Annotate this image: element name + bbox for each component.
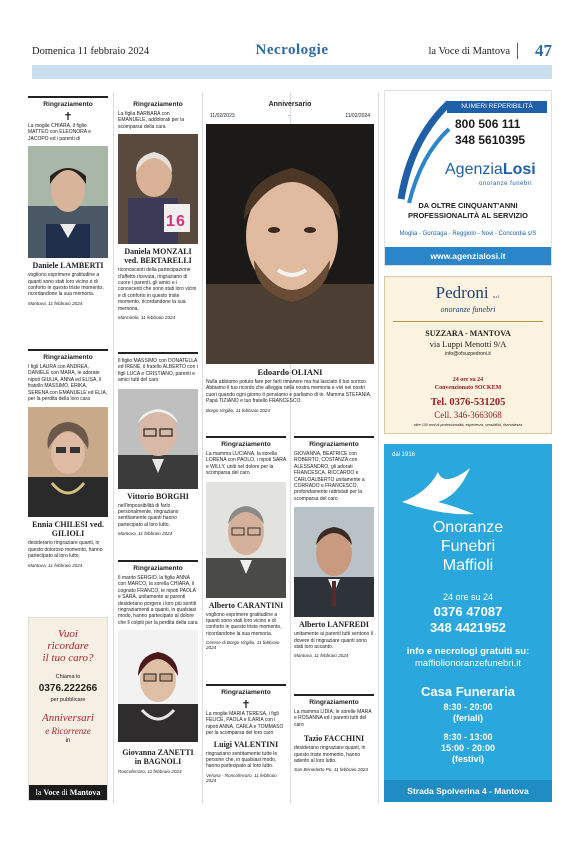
- maffioli-name-1: Onoranze: [432, 519, 504, 536]
- header-divider: [517, 43, 518, 59]
- notice-top-rule: [294, 436, 374, 438]
- cross-icon: ✝: [63, 111, 73, 123]
- notice-intro: La mamma LIDIA, le sorelle MARA e ROSANNA ed i parenti tutti del caro: [294, 709, 372, 728]
- pedroni-brand: Pedroni: [435, 283, 489, 302]
- losi-brand: [445, 161, 536, 179]
- deceased-name: Vittorio BORGHI: [127, 491, 189, 501]
- anniv-dates: [206, 111, 374, 121]
- losi-sub: onoranze funebri: [479, 181, 533, 187]
- notice-lanfredi: [294, 436, 374, 691]
- notice-text: riconoscenti della partecipazione d'affetto ricevuta, ringraziano di cuore i parenti, gli amici e i conoscenti che sono stati loro vicini e di conforto in questo triste momento, ricordandone la sua memoria.: [118, 267, 197, 312]
- pedroni-rule: [393, 321, 543, 322]
- notice-signature: Mantova, 11 febbraio 2024: [118, 531, 173, 537]
- page-header: [32, 40, 552, 62]
- newspaper-name: la Voce di Mantova: [428, 46, 510, 57]
- promo-phone: 0376.222266: [38, 683, 98, 694]
- deceased-name: Tazio FACCHINI: [303, 734, 365, 744]
- losi-towns: Moglia - Gonzaga - Reggiolo - Novi - Concordia s/S: [399, 231, 537, 237]
- maffioli-addr: Strada Spolverina 4 - Mantova: [384, 780, 552, 802]
- notice-chilesi: [28, 349, 108, 609]
- pedroni-sub: onoranze funebri: [440, 305, 496, 314]
- maffioli-casa: Casa Funeraria: [421, 684, 515, 699]
- brand-mantova: Mantova: [69, 788, 101, 797]
- promo-line: il tuo caro?: [42, 652, 94, 664]
- dove-icon: [398, 462, 478, 520]
- pedroni-foot: oltre 100 anni di professionalità, esperienza, sensibilità, riservatezza: [413, 423, 523, 427]
- anniv-date-from: 11/02/2023: [210, 113, 235, 119]
- notice-title: Ringraziamento: [221, 689, 271, 696]
- notice-title: Ringraziamento: [43, 101, 93, 108]
- notice-top-rule: [206, 436, 286, 438]
- notice-signature: Roncoferraro, 11 febbraio 2024: [118, 769, 182, 775]
- notice-intro: Il marito SERGIO, la figlia ANNA con MARCO, la sorella CHIARA, il cognato FRANCO, le nipoti PAOLA e SARA, unitamente ai parenti desiderano porgere i loro più sentiti ringraziamenti a quanti, in qualsiasi modo, hanno partecipato al dolore che li colpiti per la perdita della cara: [118, 575, 198, 626]
- portrait-photo: [206, 482, 286, 598]
- notice-intro: La mamma LUCIANA, la sorella LORENA con PAOLO, i nipoti SARA e WILLY, uniti nel dolore per la scomparsa del caro: [206, 451, 286, 477]
- losi-brand-agenzia: Agenzia: [445, 161, 503, 178]
- notice-intro: I figli LAURA con ANDREA, DANIELE con MARA, le adorate nipoti GIULIA, ANNA ed ELISA, il fratello MASSIMO, ERIKA, SERENA con EMANUELE ed ELIA, per la perdita della loro cara: [28, 364, 108, 403]
- notice-signature: Mantova, 11 febbraio 2024: [28, 300, 83, 306]
- notice-zanetti: [118, 560, 198, 802]
- notice-top-rule: [28, 96, 108, 98]
- maffioli-info-1: info e necrologi gratuiti su:: [406, 646, 530, 657]
- pedroni-town: SUZZARA - MANTOVA: [425, 329, 511, 338]
- notice-title: Ringraziamento: [309, 441, 359, 448]
- notice-intro: Il figlio MASSIMO con DONATELLA ed IRENE, il fratello ALBERTO con i figli LUCA e CRISTIANO, parenti e amici tutti del caro: [118, 358, 198, 384]
- maffioli-info-2[interactable]: maffiolionoranzefunebri.it: [415, 658, 521, 669]
- promo-line: Vuoi: [58, 628, 78, 640]
- svg-text:6: 6: [176, 213, 185, 231]
- deceased-name: Giovanna ZANETTI in BAGNOLI: [122, 748, 194, 767]
- notice-text: ringraziano sentitamente tutte le persone che, in qualsiasi modo, hanno partecipato al loro lutto.: [206, 750, 278, 770]
- promo-e: e: [45, 726, 50, 736]
- deceased-name: Alberto LANFREDI: [299, 620, 369, 630]
- losi-web[interactable]: www.agenzialosi.it: [385, 247, 551, 265]
- maffioli-phone-2: 348 4421952: [430, 620, 506, 635]
- maffioli-name-3: Maffioli: [442, 557, 494, 574]
- notice-top-rule: [206, 684, 286, 686]
- notice-signature: Cerese di Borgo Virgilio, 11 febbraio 2024: [206, 640, 280, 651]
- brand-voce: Voce: [43, 788, 60, 797]
- notice-title: Ringraziamento: [43, 354, 93, 361]
- deceased-name: Alberto CARANTINI: [208, 600, 284, 610]
- notice-signature: Mantova, 11 febbraio 2024: [28, 562, 83, 568]
- deceased-name: Daniela MONZALI ved. BERTARELLI: [124, 247, 192, 266]
- losi-phone-1: 800 506 111: [455, 117, 521, 131]
- notice-top-rule: [118, 352, 198, 354]
- notice-text: desiderano ringraziare quanti, in questo doloroso momento, hanno partecipato al loro lutto.: [28, 540, 103, 560]
- section-title: Necrologie: [255, 42, 329, 58]
- losi-slogan-2: PROFESSIONALITÀ AL SERVIZIO: [408, 211, 528, 220]
- notice-facchini: [294, 694, 374, 802]
- ad-agenzia-losi[interactable]: [384, 90, 552, 266]
- notice-signature: Marmirolo, 11 febbraio 2024: [118, 315, 176, 321]
- losi-brand-losi: Losi: [502, 161, 536, 178]
- brand-strip: [29, 785, 107, 800]
- deceased-name: Luigi VALENTINI: [213, 739, 279, 749]
- promo-ricorrenze: Ricorrenze: [51, 726, 91, 736]
- notice-valentini: [206, 684, 286, 802]
- maffioli-since: dal 1916: [392, 452, 416, 458]
- pedroni-street: via Luppi Menotti 9/A: [429, 339, 507, 349]
- promo-ad-anniversari[interactable]: [28, 617, 108, 801]
- notice-text: vogliono esprimere gratitudine a quanti sono stati loro vicino e di conforto in questo triste momento, ricordandone la sua memoria.: [206, 611, 282, 637]
- deceased-name: Edoardo OLIANI: [257, 367, 323, 377]
- notice-anniversario-oliani: [206, 96, 374, 431]
- maffioli-name-2: Funebri: [440, 538, 496, 555]
- notice-top-rule: [28, 349, 108, 351]
- notice-text: nell'impossibilità di farlo personalmente, ringraziano sentitamente quanti hanno partecipato al loro lutto.: [118, 502, 179, 528]
- portrait-photo: [118, 134, 198, 244]
- notice-title: Ringraziamento: [133, 101, 183, 108]
- notice-title: Ringraziamento: [221, 441, 271, 448]
- notice-carantini: [206, 436, 286, 681]
- column-rule: [378, 92, 379, 804]
- header-band: [32, 65, 552, 79]
- notice-text: desiderano ringraziare quanti, in questo triste momento, hanno aderito al loro lutto.: [294, 745, 366, 765]
- notice-lamberti: [28, 96, 108, 346]
- svg-text:1: 1: [166, 213, 175, 231]
- brand-la: la: [35, 788, 42, 797]
- maffioli-hours: [384, 702, 552, 765]
- maffioli-t3-note: (festivi): [451, 754, 484, 764]
- column-rule: [202, 92, 203, 804]
- maffioli-t3: 15:00 - 20:00: [440, 743, 496, 753]
- deceased-name: Ennia CHILESI ved. GILIOLI: [32, 520, 104, 539]
- anniv-date-to: 11/02/2024: [345, 113, 370, 119]
- notice-text: Nulla abbiamo potuto fare per farti rimanere ma hai lasciato il tuo sorriso. Abbiamo il tuo ricordo che alleggia nella nostra memoria e vivi nei nostri cuori quando ogni giorno ti pensiamo e parliamo di te. Mamma STEFANIA, Papà TIZIANO e tuo fratello FRANCESCO.: [206, 379, 372, 405]
- portrait-photo: [118, 630, 198, 742]
- ad-pedroni[interactable]: [384, 276, 552, 434]
- notice-top-rule: [294, 694, 374, 696]
- portrait-photo: [28, 407, 108, 517]
- promo-per: per pubblicare: [50, 697, 86, 703]
- promo-in: in: [65, 738, 71, 744]
- ad-maffioli[interactable]: [384, 444, 552, 802]
- portrait-photo: [118, 389, 198, 489]
- pedroni-cell: Cell. 346-3663068: [434, 410, 502, 420]
- notice-title: Ringraziamento: [309, 699, 359, 706]
- maffioli-t2: 8:30 - 13:00: [443, 732, 493, 742]
- maffioli-phone-1: 0376 47087: [433, 604, 503, 619]
- notice-intro: La moglie MARIA TERESA, i figli FELICE, PAOLA e ILARIA con i nipoti ANNA, CARLA e TOMMASO per la scomparsa del loro caro: [206, 711, 284, 737]
- notice-text: vogliono esprimere gratitudine a quanti sono stati loro vicino e di conforto in questo triste momento, ricordandone la sua memoria.: [28, 272, 104, 298]
- notice-borghi: [118, 352, 198, 557]
- notice-signature: Verona - Roncoferraro, 11 febbraio 2024: [206, 772, 277, 783]
- pedroni-mail[interactable]: info@ofsuzpedroni.it: [445, 351, 491, 357]
- pedroni-conv: Convenzionato SOCKEM: [434, 385, 502, 391]
- cross-icon: ✝: [241, 699, 251, 711]
- anniv-date-dash: -: [288, 113, 290, 119]
- notice-title: Ringraziamento: [133, 565, 183, 572]
- promo-line: ricordare: [47, 640, 89, 652]
- notice-monzali: [118, 96, 198, 348]
- losi-slogan-1: DA OLTRE CINQUANT'ANNI: [418, 201, 518, 210]
- page-number: 47: [535, 41, 552, 60]
- notice-title: Anniversario: [268, 101, 312, 108]
- pedroni-tel: Tel. 0376-531205: [430, 397, 506, 408]
- pedroni-h24: 24 ore su 24: [452, 377, 484, 383]
- portrait-photo: [206, 124, 374, 364]
- issue-date: Domenica 11 febbraio 2024: [32, 46, 150, 57]
- maffioli-t1: 8:30 - 20:00: [443, 702, 493, 712]
- portrait-photo: [294, 507, 374, 617]
- brand-di: di: [61, 788, 68, 797]
- notice-signature: Mantova, 11 febbraio 2024: [294, 653, 349, 659]
- maffioli-t1-note: (feriali): [452, 713, 483, 723]
- notice-intro: GIOVANNA, BEATRICE con ROBERTO, COSTANZA con ALESSANDRO, gli adorati FRANCESCA, RICCARDO e CARLOALBERTO unitamente a CORRADO e FRANCESCO, profondamente rattristati per la scomparsa del caro: [294, 451, 365, 502]
- pedroni-srl: s.r.l.: [493, 294, 501, 299]
- promo-anniversari: Anniversari: [42, 712, 94, 724]
- losi-phone-2: 348 5610395: [455, 133, 526, 147]
- maffioli-h24: 24 ore su 24: [442, 592, 494, 602]
- maffioli-name: [384, 518, 552, 575]
- notice-signature: Borgo Virgilio, 11 febbraio 2024: [206, 407, 270, 413]
- column-rule: [113, 92, 114, 804]
- losi-rep-label: NUMERI REPERIBILITÀ: [447, 101, 547, 113]
- portrait-photo: [28, 146, 108, 258]
- notice-top-rule: [118, 560, 198, 562]
- notice-intro: La moglie CHIARA, il figlio MATTEO con ELEONORA e JACOPO ed i parenti di: [28, 123, 91, 142]
- notice-intro: La figlia BARBARA con EMANUELE, addolorati per la scomparsa della cara: [118, 111, 185, 130]
- losi-swoosh-icon: [391, 99, 451, 209]
- notice-signature: San Benedetto Po, 11 febbraio 2024: [294, 767, 368, 773]
- promo-call: Chiama lo: [55, 674, 81, 680]
- notice-text: unitamente ai parenti tutti sentono il dovere di ringraziare quanti sono stati loro accanto.: [294, 631, 373, 651]
- deceased-name: Daniele LAMBERTI: [32, 261, 104, 271]
